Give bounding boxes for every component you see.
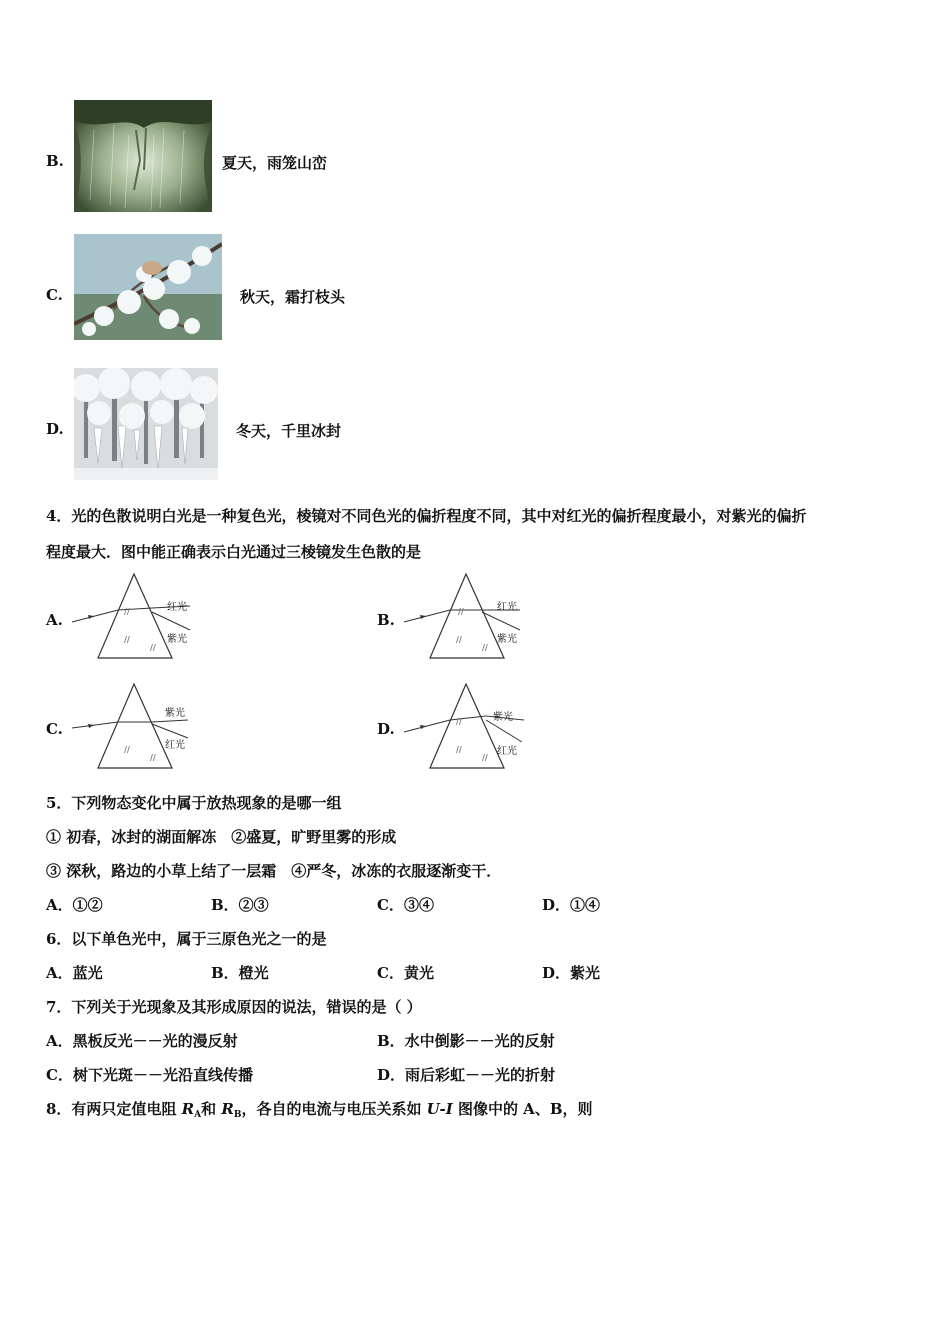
q4-option-a-prism-diagram bbox=[64, 570, 204, 662]
q3-option-d-caption: 冬天，千里冰封 bbox=[236, 422, 342, 440]
q6-stem: 6．以下单色光中，属于三原色光之一的是 bbox=[46, 930, 327, 948]
q8-prefix: 8．有两只定值电阻 bbox=[46, 1100, 182, 1118]
winter-ice-forest-photo bbox=[74, 368, 218, 480]
svg-text://: // bbox=[124, 606, 130, 616]
q4-option-d-upper-label: 紫光 bbox=[493, 712, 513, 723]
q4-option-c-upper-label: 紫光 bbox=[165, 708, 185, 719]
q8-and: 和 bbox=[201, 1100, 222, 1118]
q4-option-b-lower-label: 紫光 bbox=[497, 634, 517, 645]
q8-stem bbox=[46, 1098, 593, 1120]
svg-text://: // bbox=[150, 642, 156, 652]
q8-suffix: 图像中的 A、B，则 bbox=[452, 1100, 593, 1118]
q7-stem: 7．下列关于光现象及其形成原因的说法，错误的是（ ） bbox=[46, 998, 422, 1016]
q6-option-c: C．黄光 bbox=[377, 964, 434, 982]
q5-line1: ① 初春，冰封的湖面解冻 ②盛夏，旷野里雾的形成 bbox=[46, 828, 397, 846]
q4-option-c-letter: C. bbox=[46, 720, 63, 738]
q4-stem-line2: 程度最大．图中能正确表示白光通过三棱镜发生色散的是 bbox=[46, 543, 422, 561]
svg-text://: // bbox=[124, 634, 130, 644]
q8-subscript-b: B bbox=[233, 1110, 242, 1120]
q5-option-c: C．③④ bbox=[377, 896, 434, 914]
svg-text://: // bbox=[482, 642, 488, 652]
q7-option-c: C．树下光斑－－光沿直线传播 bbox=[46, 1066, 253, 1084]
q5-line2: ③ 深秋，路边的小草上结了一层霜 ④严冬，冰冻的衣服逐渐变干． bbox=[46, 862, 502, 880]
q4-option-c-prism-diagram bbox=[64, 680, 204, 772]
q3-option-b-letter: B. bbox=[46, 152, 64, 170]
q4-option-b-upper-label: 红光 bbox=[497, 602, 517, 613]
autumn-frost-branch-photo bbox=[74, 234, 222, 340]
q4-option-c-lower-label: 红光 bbox=[165, 740, 185, 751]
summer-rain-mountain-photo bbox=[74, 100, 212, 212]
q4-option-d-letter: D. bbox=[377, 720, 395, 738]
q5-stem: 5．下列物态变化中属于放热现象的是哪一组 bbox=[46, 794, 342, 812]
q8-resistor-b: R bbox=[221, 1100, 234, 1118]
q8-resistor-a: R bbox=[181, 1100, 195, 1118]
q6-option-d: D．紫光 bbox=[542, 964, 601, 982]
q6-option-a: A．蓝光 bbox=[46, 964, 103, 982]
q8-subscript-a: A bbox=[194, 1110, 202, 1120]
q4-option-a-lower-label: 紫光 bbox=[167, 634, 187, 645]
q4-option-b-letter: B. bbox=[377, 611, 395, 629]
q4-option-d-prism-diagram bbox=[396, 680, 536, 772]
q3-option-b-caption: 夏天，雨笼山峦 bbox=[222, 154, 328, 172]
q4-stem-line1: 4．光的色散说明白光是一种复色光，棱镜对不同色光的偏折程度不同，其中对红光的偏折程度最小，对紫光的偏折 bbox=[46, 507, 807, 525]
q8-mid: ，各自的电流与电压关系如 bbox=[241, 1100, 427, 1118]
svg-text://: // bbox=[456, 716, 462, 726]
q6-option-b: B．橙光 bbox=[211, 964, 269, 982]
q4-option-d-lower-label: 红光 bbox=[497, 746, 517, 757]
svg-text://: // bbox=[458, 606, 464, 616]
q5-option-a: A．①② bbox=[46, 896, 103, 914]
q7-option-d: D．雨后彩虹－－光的折射 bbox=[377, 1066, 556, 1084]
q7-option-b: B．水中倒影－－光的反射 bbox=[377, 1032, 555, 1050]
q5-option-b: B．②③ bbox=[211, 896, 269, 914]
q3-option-d-letter: D. bbox=[46, 420, 64, 438]
q5-option-d: D．①④ bbox=[542, 896, 601, 914]
q4-option-b-prism-diagram bbox=[396, 570, 536, 662]
svg-text://: // bbox=[482, 752, 488, 762]
svg-text://: // bbox=[150, 752, 156, 762]
svg-text://: // bbox=[124, 744, 130, 754]
q3-option-c-letter: C. bbox=[46, 286, 63, 304]
svg-text://: // bbox=[456, 634, 462, 644]
q4-option-a-letter: A. bbox=[46, 611, 63, 629]
q8-ui-graph: U-I bbox=[426, 1100, 453, 1118]
q4-option-a-upper-label: 红光 bbox=[167, 602, 187, 613]
q7-option-a: A．黑板反光－－光的漫反射 bbox=[46, 1032, 238, 1050]
q3-option-c-caption: 秋天，霜打枝头 bbox=[240, 288, 346, 306]
svg-text://: // bbox=[456, 744, 462, 754]
